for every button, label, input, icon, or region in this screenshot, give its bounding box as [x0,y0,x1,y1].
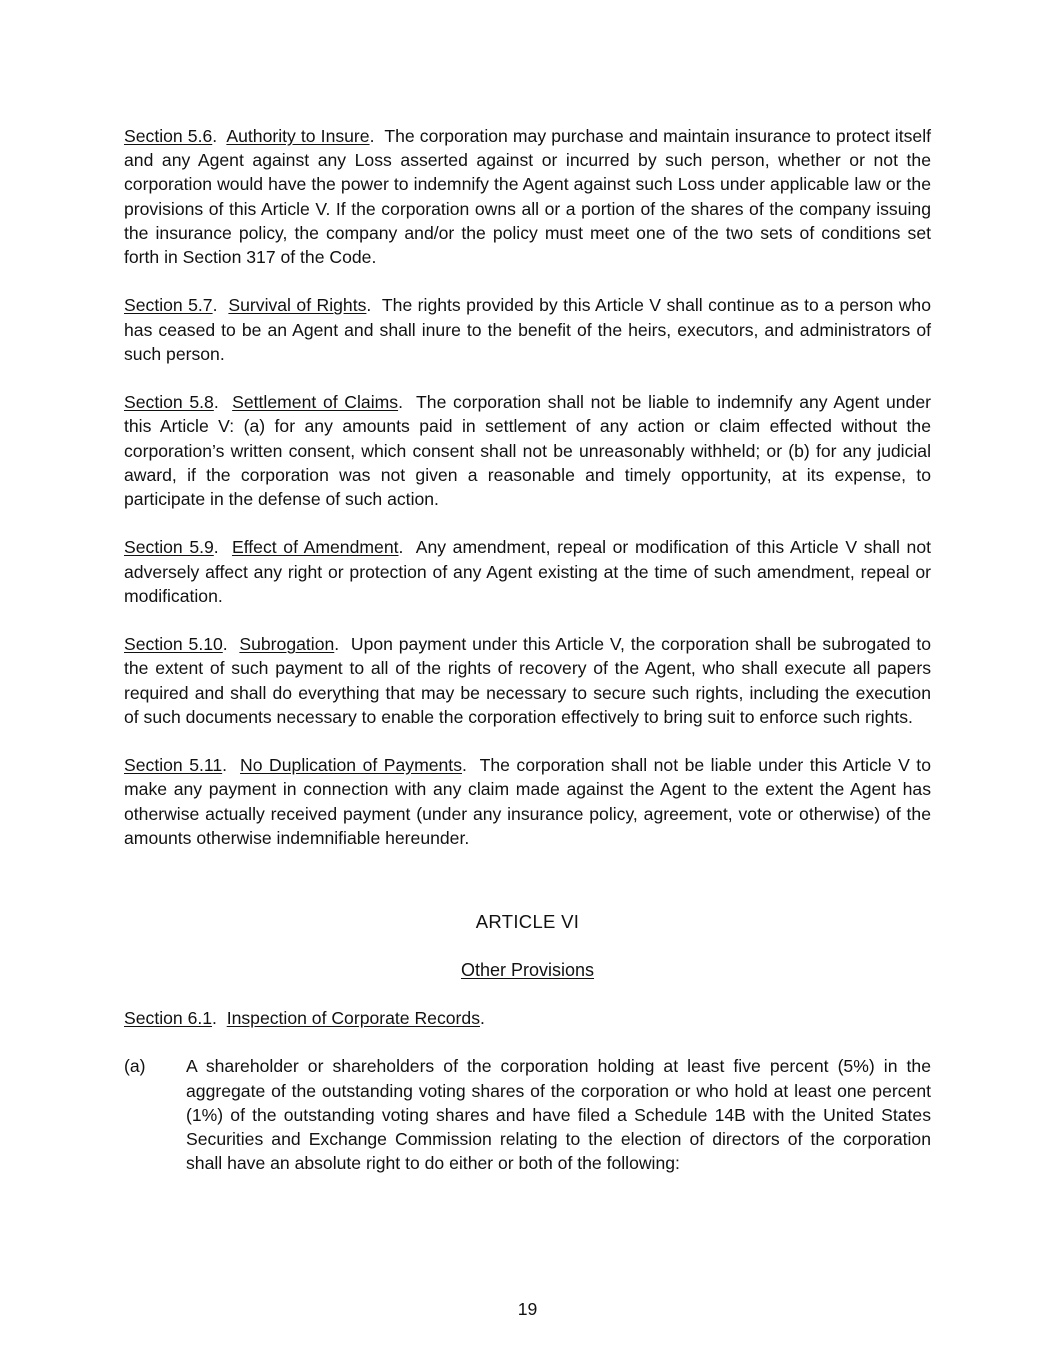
section-5-8: Section 5.8. Settlement of Claims. The corporation shall not be liable to indemnify any Agent under this Article V: (a) for any amounts paid in settlement of any action or claim effected without the corporation’s written consent, which consent shall not be unreasonably withheld; or (b) for any judicial award, if the corporation was not given a reasonable and timely opportunity, at its expense, to participate in the defense of such action. [124,392,931,510]
section-label: Section 5.9 [124,537,214,558]
section-title: Authority to Insure [226,126,370,146]
section-label: Section 5.8 [124,392,214,413]
list-item-a [124,1054,931,1175]
section-5-9: Section 5.9. Effect of Amendment. Any amendment, repeal or modification of this Article V shall not adversely affect any right or protection of any Agent existing at the time of such amendment, repeal or modification. [124,537,932,606]
document-page [124,124,931,1175]
list-item-label: (a) [124,1056,146,1077]
section-label: Section 5.11 [124,755,223,776]
section-body: The rights provided by this Article V shall continue as to a person who has ceased to be an Agent and shall inure to the benefit of the heirs, executors, and administrators of such person. [124,295,931,364]
section-body: The corporation shall not be liable under this Article V to make any payment in connection with any claim made against the Agent to the extent the Agent has otherwise actually received payment (under any insurance policy, agreement, vote or otherwise) of the amounts otherwise indemnifiable hereunder. [124,755,931,848]
section-title: Survival of Rights [228,295,367,316]
section-5-7: Section 5.7. Survival of Rights. The rights provided by this Article V shall continue as to a person who has ceased to be an Agent and shall inure to the benefit of the heirs, executors, and administrators of such person. [124,295,931,364]
section-label: Section 5.7 [124,295,213,316]
section-title: No Duplication of Payments [240,755,462,776]
article-subtitle: Other Provisions [460,960,595,981]
section-body: Upon payment under this Article V, the corporation shall be subrogated to the extent of such payment to all of the rights of recovery of the Agent, who shall execute all papers required and shall do everything that may be necessary to secure such rights, including the execution of such documents necessary to enable the corporation effectively to bring suit to enforce such rights. [124,634,931,727]
article-heading: ARTICLE VI [475,911,580,933]
section-title: Settlement of Claims [232,392,399,413]
section-label: Section 6.1 [124,1008,213,1029]
section-5-11: Section 5.11. No Duplication of Payments. The corporation shall not be liable under this Article V to make any payment in connection with any claim made against the Agent to the extent the Agent has otherwise actually received payment (under any insurance policy, agreement, vote or otherwise) of the amounts otherwise indemnifiable hereunder. [124,755,931,848]
page-number: 19 [517,1299,538,1319]
section-5-10: Section 5.10. Subrogation. Upon payment under this Article V, the corporation shall be subrogated to the extent of such payment to all of the rights of recovery of the Agent, who shall execute all papers required and shall do everything that may be necessary to secure such rights, including the execution of such documents necessary to enable the corporation effectively to bring suit to enforce such rights. [124,634,931,727]
section-title: Subrogation [239,634,335,655]
section-6-1-heading: Section 6.1. Inspection of Corporate Records. [124,1008,485,1029]
section-label: Section 5.10 [124,634,223,655]
section-body: Any amendment, repeal or modification of this Article V shall not adversely affect any right or protection of any Agent existing at the time of such amendment, repeal or modification. [124,537,932,606]
section-title: Effect of Amendment [231,537,399,558]
list-item-text: A shareholder or shareholders of the corporation holding at least five percent (5%) in the aggregate of the outstanding voting shares of the corporation or who hold at least one percent (1%) of the outstanding voting shares and have filed a Schedule 14B with the United States Securities and Exchange Commission relating to the election of directors of the corporation shall have an absolute right to do either or both of the following: [186,1056,931,1174]
section-label: Section 5.6 [124,126,213,146]
section-body: The corporation may purchase and maintain insurance to protect itself and any Agent against any Loss asserted against or incurred by such person, whether or not the corporation would have the power to indemnify the Agent against such Loss under applicable law or the provisions of this Article V. If the corporation owns all or a portion of the shares of the company issuing the insurance policy, the company and/or the policy must meet one of the two sets of conditions set forth in Section 317 of the Code. [124,126,931,268]
section-5-6: Section 5.6. Authority to Insure. The corporation may purchase and maintain insurance to protect itself and any Agent against any Loss asserted against or incurred by such person, whether or not the corporation would have the power to indemnify the Agent against such Loss under applicable law or the provisions of this Article V. If the corporation owns all or a portion of the shares of the company issuing the insurance policy, the company and/or the policy must meet one of the two sets of conditions set forth in Section 317 of the Code. [124,126,931,268]
section-title: Inspection of Corporate Records [226,1008,480,1029]
section-body: The corporation shall not be liable to indemnify any Agent under this Article V: (a) for any amounts paid in settlement of any action or claim effected without the corporation’s written consent, which consent shall not be unreasonably withheld; or (b) for any judicial award, if the corporation was not given a reasonable and timely opportunity, at its expense, to participate in the defense of such action. [124,392,931,510]
